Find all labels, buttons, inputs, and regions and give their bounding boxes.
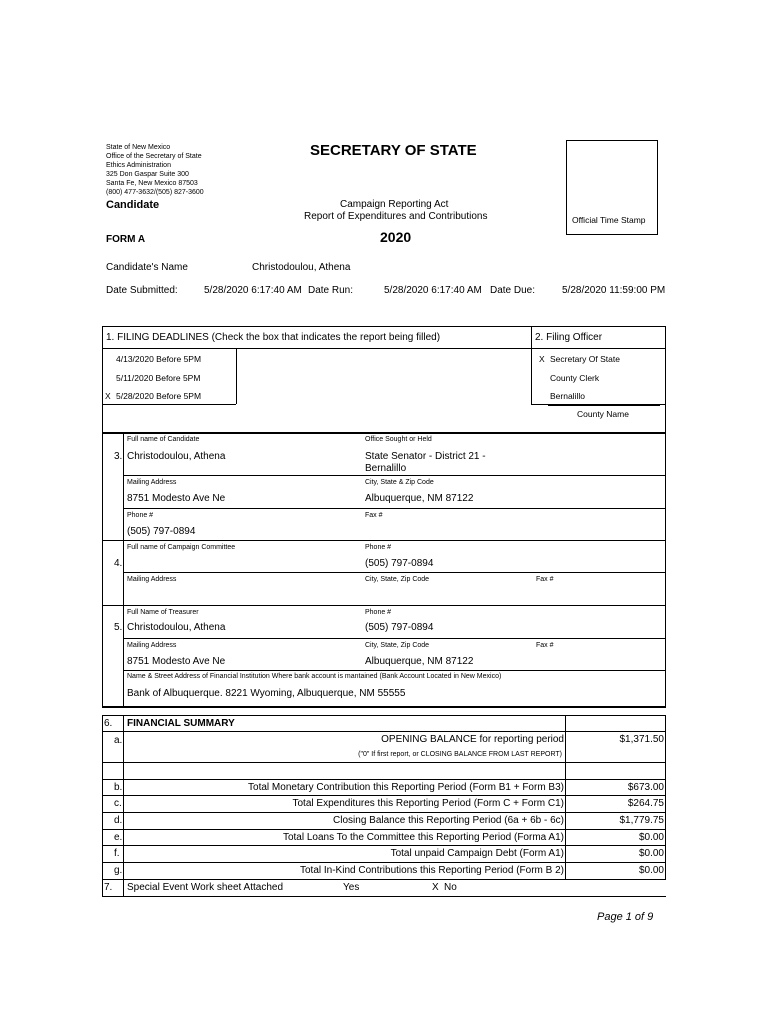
field-label: Fax # (365, 512, 383, 519)
date-run-value: 5/28/2020 6:17:40 AM (384, 285, 482, 296)
deadline-option: 5/11/2020 Before 5PM (116, 373, 201, 383)
act-title: Campaign Reporting Act (340, 199, 449, 210)
treasurer-mailing: 8751 Modesto Ave Ne (127, 656, 226, 667)
opening-balance-label: OPENING BALANCE for reporting period (381, 734, 564, 745)
address-line: Santa Fe, New Mexico 87503 (106, 180, 198, 187)
field-label: City, State & Zip Code (365, 479, 434, 486)
address-line: Office of the Secretary of State (106, 153, 202, 160)
candidate-full-name: Christodoulou, Athena (127, 451, 226, 462)
section-number: 3. (114, 451, 123, 462)
agency-address (106, 143, 204, 197)
special-event-no-mark[interactable]: X (432, 882, 439, 893)
form-label: FORM A (106, 234, 146, 245)
candidate-name-value: Christodoulou, Athena (252, 262, 351, 273)
committee-phone: (505) 797-0894 (365, 558, 434, 569)
field-label: City, State, Zip Code (365, 576, 430, 583)
phone-number: (505) 797-0894 (127, 526, 196, 537)
row-label: Total In-Kind Contributions this Reporting Period (Form B 2) (299, 865, 564, 876)
row-label: Total unpaid Campaign Debt (Form A1) (390, 848, 564, 859)
field-label: Office Sought or Held (365, 436, 432, 443)
time-stamp-label: Official Time Stamp (572, 215, 646, 225)
row-letter: b. (114, 782, 123, 793)
office-sought-value (365, 451, 486, 475)
section-number: 5. (114, 622, 123, 633)
date-due-value: 5/28/2020 11:59:00 PM (562, 285, 666, 296)
row-letter: d. (114, 815, 123, 826)
field-label: Fax # (536, 642, 554, 649)
special-event-label: Special Event Work sheet Attached (127, 882, 284, 893)
row-letter: a. (114, 735, 123, 746)
address-line: 325 Don Gaspar Suite 300 (106, 171, 189, 178)
candidate-heading: Candidate (106, 199, 160, 211)
treasurer-phone: (505) 797-0894 (365, 622, 434, 633)
county-name-label: County Name (577, 409, 629, 419)
row-letter: c. (114, 798, 122, 809)
date-run-label: Date Run: (308, 285, 354, 296)
special-event-no[interactable]: No (444, 882, 457, 893)
date-submitted-value: 5/28/2020 6:17:40 AM (204, 285, 302, 296)
office-line: State Senator - District 21 - (365, 451, 486, 462)
row-value: $0.00 (638, 832, 664, 843)
deadline-mark[interactable]: X (105, 391, 111, 401)
row-label: Total Expenditures this Reporting Period (Form C + Form C1) (292, 798, 564, 809)
section-number: 6. (104, 718, 113, 729)
field-label: Mailing Address (127, 642, 177, 649)
row-value: $0.00 (638, 865, 664, 876)
treasurer-name: Christodoulou, Athena (127, 622, 226, 633)
field-label: Full Name of Treasurer (127, 609, 199, 616)
row-value: $0.00 (638, 848, 664, 859)
officer-mark[interactable]: X (539, 354, 545, 364)
field-label: Phone # (365, 544, 392, 551)
address-line: (800) 477-3632/(505) 827-3600 (106, 189, 204, 196)
row-value: $264.75 (627, 798, 664, 809)
officer-option: County Clerk (550, 373, 600, 383)
mailing-address: 8751 Modesto Ave Ne (127, 493, 226, 504)
filing-deadlines-header: 1. FILING DEADLINES (Check the box that indicates the report being filled) (106, 332, 441, 343)
row-label: Closing Balance this Reporting Period (6a + 6b - 6c) (333, 815, 564, 826)
field-label: Mailing Address (127, 576, 177, 583)
field-label: Phone # (127, 512, 154, 519)
field-label: Phone # (365, 609, 392, 616)
row-label: Total Monetary Contribution this Reporting Period (Form B1 + Form B3) (248, 782, 564, 793)
field-label: Name & Street Address of Financial Institution Where bank account is mantained (Bank Account Located in New Mexico) (127, 673, 502, 680)
row-letter: e. (114, 832, 123, 843)
report-year: 2020 (380, 229, 412, 245)
filing-officer-header: 2. Filing Officer (535, 332, 603, 343)
row-letter: f. (114, 848, 120, 859)
deadline-option: 4/13/2020 Before 5PM (116, 354, 202, 364)
candidate-name-label: Candidate's Name (106, 262, 188, 273)
deadline-option: 5/28/2020 Before 5PM (116, 391, 202, 401)
opening-balance-value: $1,371.50 (619, 734, 664, 745)
row-letter: g. (114, 865, 123, 876)
office-line: Bernalillo (365, 463, 407, 474)
act-subtitle: Report of Expenditures and Contributions (304, 211, 488, 222)
financial-summary-header: FINANCIAL SUMMARY (127, 718, 235, 729)
page-title: SECRETARY OF STATE (310, 142, 477, 159)
special-event-yes[interactable]: Yes (343, 882, 360, 893)
city-state-zip: Albuquerque, NM 87122 (365, 493, 474, 504)
row-value: $673.00 (627, 782, 664, 793)
field-label: Fax # (536, 576, 554, 583)
row-label: Total Loans To the Committee this Reporting Period (Forma A1) (282, 832, 564, 843)
field-label: Full name of Candidate (127, 436, 200, 443)
field-label: Mailing Address (127, 479, 177, 486)
date-submitted-label: Date Submitted: (106, 285, 178, 296)
address-line: Ethics Administration (106, 162, 171, 169)
officer-option: Secretary Of State (550, 354, 620, 364)
treasurer-city: Albuquerque, NM 87122 (365, 656, 474, 667)
bank-address: Bank of Albuquerque. 8221 Wyoming, Albuquerque, NM 55555 (127, 688, 406, 699)
field-label: Full name of Campaign Committee (127, 544, 236, 551)
address-line: State of New Mexico (106, 144, 171, 151)
opening-balance-note: ("0" If first report, or CLOSING BALANCE FROM LAST REPORT) (358, 751, 562, 758)
row-value: $1,779.75 (619, 815, 664, 826)
field-label: City, State, Zip Code (365, 642, 430, 649)
page-number: Page 1 of 9 (597, 911, 654, 923)
date-due-label: Date Due: (490, 285, 536, 296)
section-number: 4. (114, 558, 123, 569)
section-number: 7. (104, 882, 113, 893)
officer-option: Bernalillo (550, 391, 585, 401)
